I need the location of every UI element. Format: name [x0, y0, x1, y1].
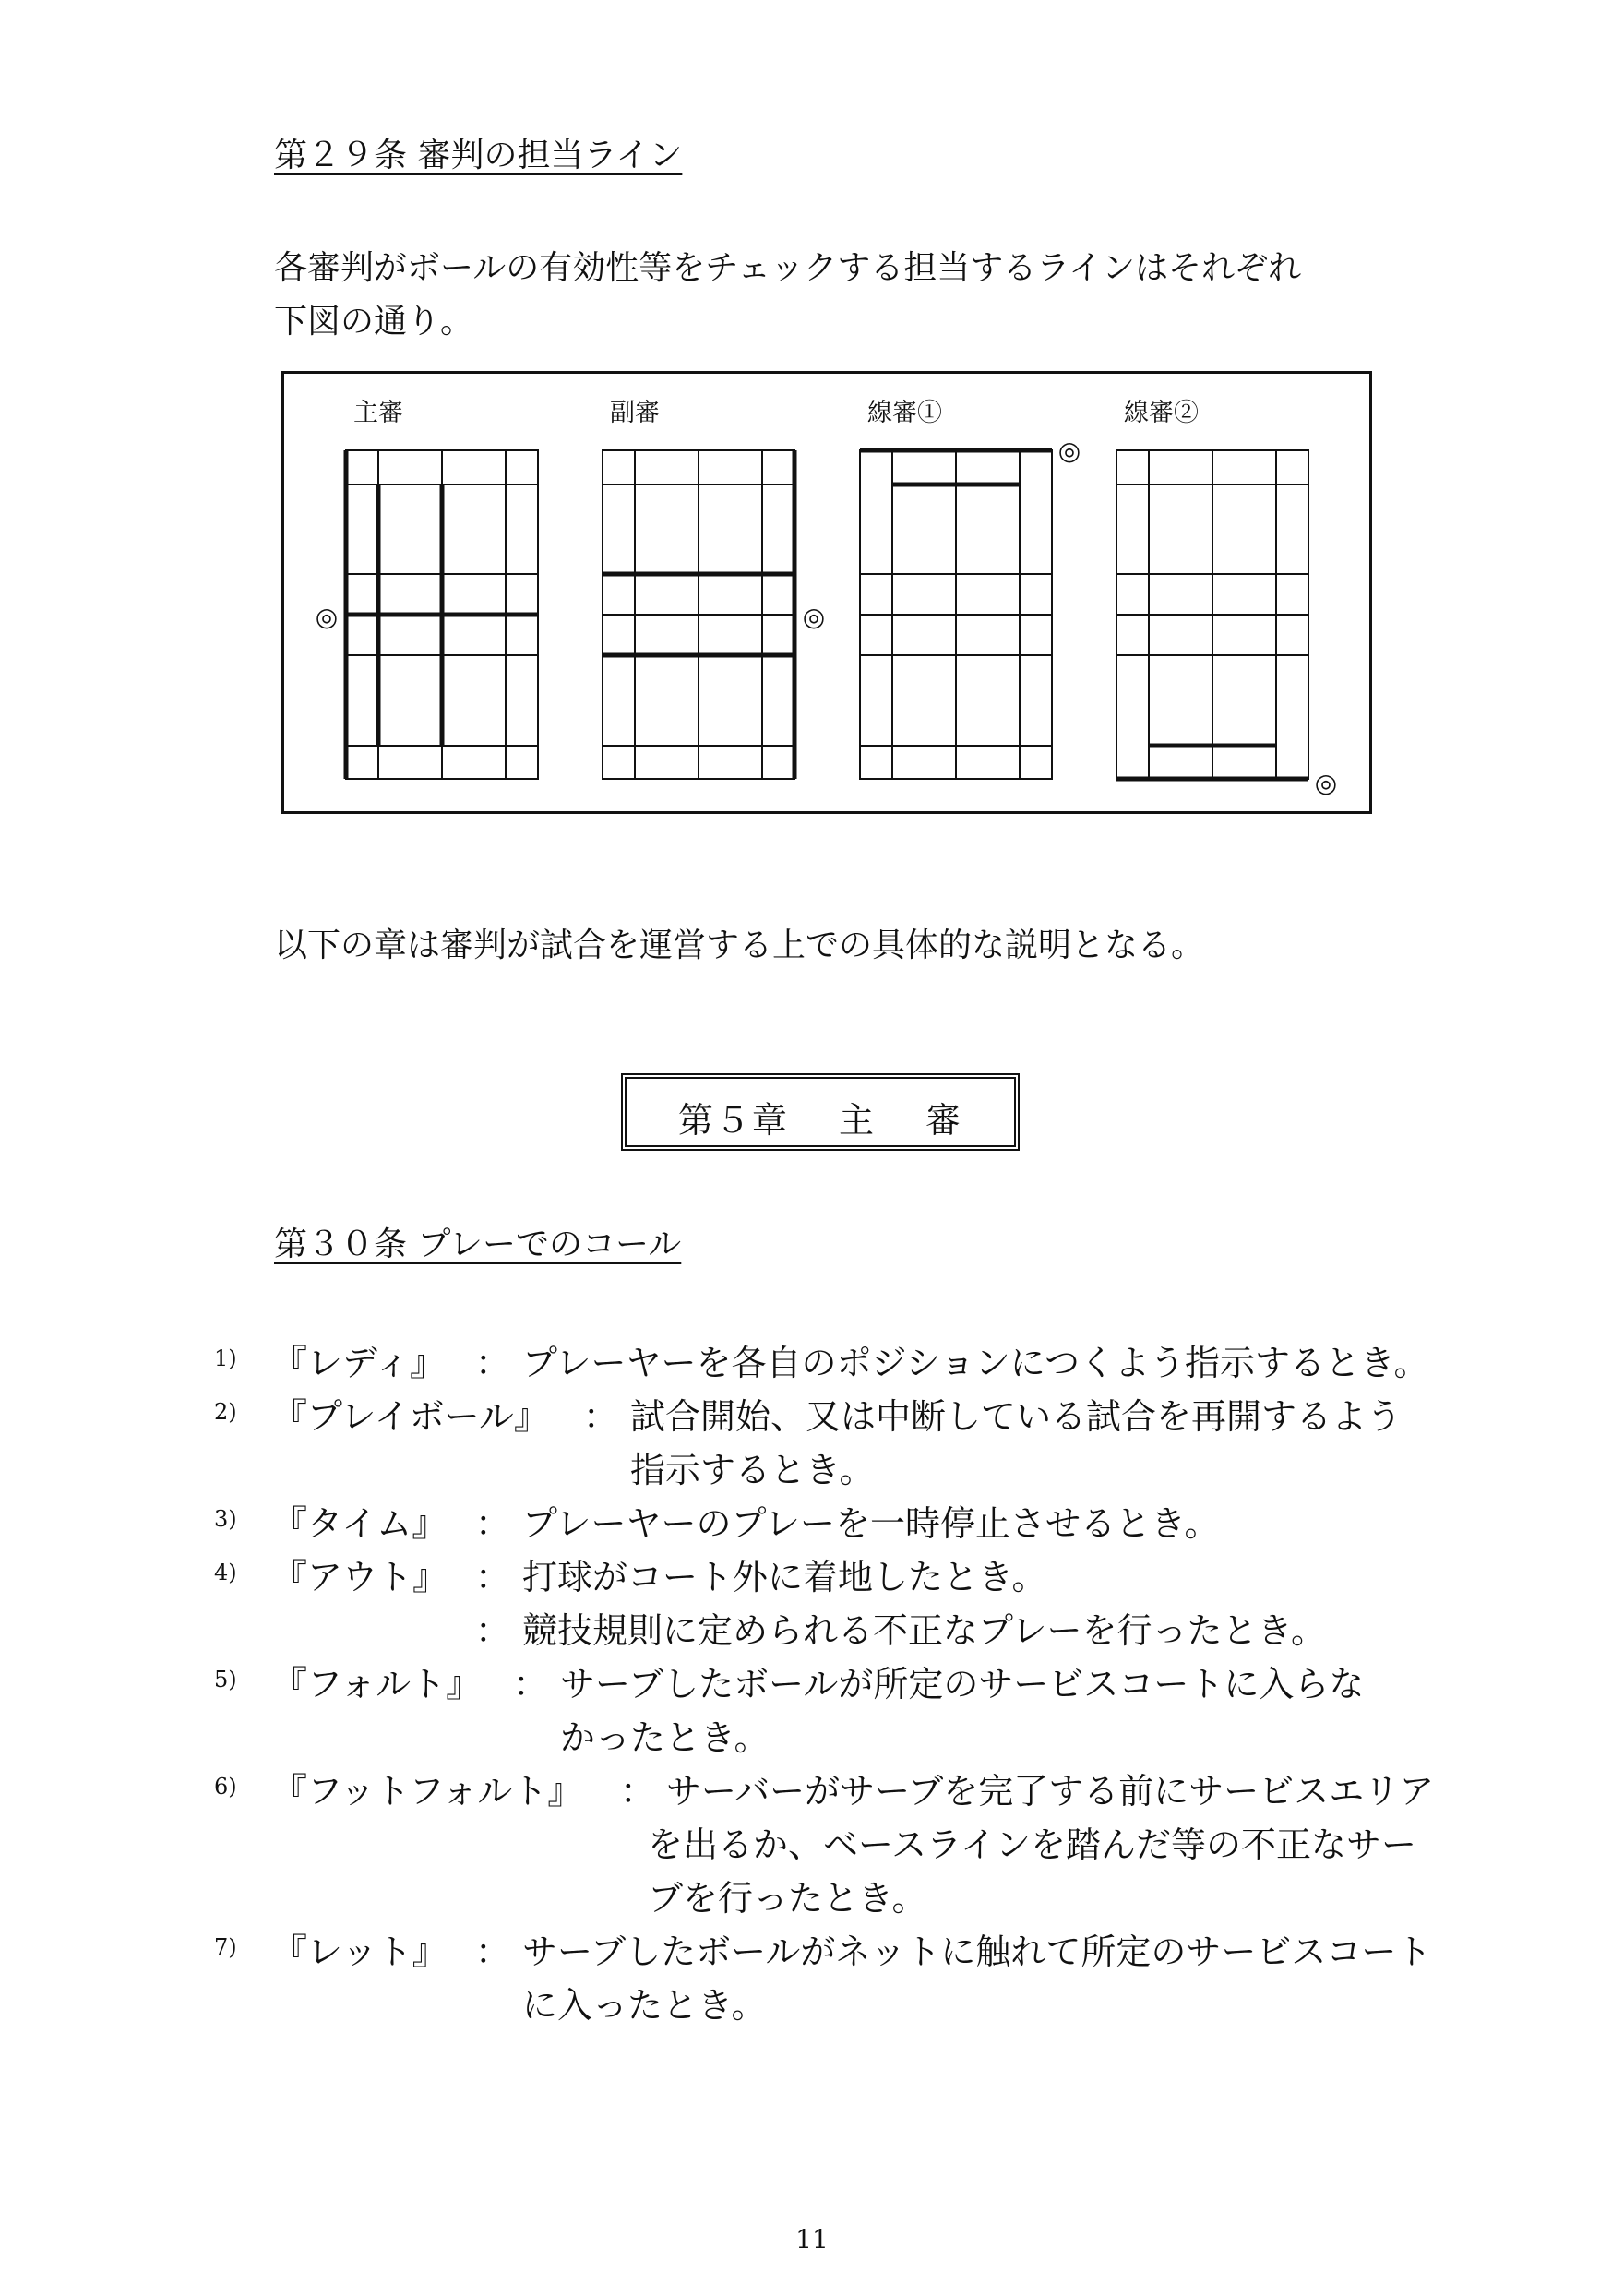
call-number: 7)	[214, 1934, 237, 1960]
court-line-judge-2	[1116, 450, 1308, 779]
court-label-umpire: 主審	[353, 399, 403, 427]
position-mark-line-judge-1: ◎	[1057, 436, 1081, 466]
call-number: 4)	[214, 1560, 237, 1585]
call-term: 『フットフォルト』	[272, 1771, 583, 1812]
article29-heading: 第２９条 審判の担当ライン	[274, 137, 683, 174]
article29-intro-line2: 下図の通り。	[274, 303, 474, 341]
call-colon: ：	[475, 1931, 511, 1972]
call-term: 『フォルト』	[272, 1664, 482, 1704]
call-number: 3)	[214, 1506, 237, 1532]
call-description-cont: に入ったとき。	[522, 1985, 767, 2026]
article30-heading: 第３０条 プレーでのコール	[274, 1226, 682, 1263]
call-colon: ：	[475, 1343, 511, 1383]
call-colon: ：	[475, 1503, 511, 1544]
call-description-cont: を出るか、ベースラインを踏んだ等の不正なサー	[648, 1824, 1416, 1865]
call-term: 『アウト』	[272, 1557, 448, 1597]
call-term: 『レット』	[272, 1931, 448, 1972]
court-label-assistant: 副審	[610, 399, 660, 427]
chapter-title-box	[621, 1073, 1020, 1151]
call-description: サーブしたボールが所定のサービスコートに入らな	[560, 1664, 1365, 1704]
call-colon: ：	[620, 1771, 656, 1812]
position-mark-line-judge-2: ◎	[1314, 768, 1338, 798]
court-line-judge-1	[860, 450, 1052, 779]
call-description: サーバーがサーブを完了する前にサービスエリア	[666, 1771, 1435, 1812]
call-description: サーブしたボールがネットに触れて所定のサービスコート	[522, 1931, 1432, 1972]
call-colon: ：	[513, 1664, 549, 1704]
chapter-title: 第５章 主 審	[677, 1100, 963, 1141]
transition-text: 以下の章は審判が試合を運営する上での具体的な説明となる。	[274, 927, 1205, 964]
call-number: 6)	[214, 1774, 237, 1800]
call-term: 『レディ』	[272, 1343, 445, 1383]
call-term: 『タイム』	[272, 1503, 448, 1544]
position-mark-umpire: ◎	[315, 602, 339, 632]
call-number: 1)	[214, 1345, 237, 1371]
position-mark-assistant: ◎	[802, 602, 826, 632]
court-label-line-judge-1: 線審①	[867, 399, 942, 427]
call-colon: ：	[583, 1396, 619, 1437]
call-description: プレーヤーを各自のポジションにつくよう指示するとき。	[522, 1343, 1429, 1383]
call-description: プレーヤーのプレーを一時停止させるとき。	[522, 1503, 1220, 1544]
call-term: 『プレイボール』	[272, 1396, 549, 1437]
court-assistant	[603, 450, 794, 779]
article29-intro-line1: 各審判がボールの有効性等をチェックする担当するラインはそれぞれ	[274, 249, 1302, 287]
call-description-cont: かったとき。	[560, 1717, 770, 1758]
call-description-cont: ブを行ったとき。	[648, 1878, 927, 1919]
call-number: 5)	[214, 1667, 237, 1692]
court-label-line-judge-2: 線審②	[1124, 399, 1199, 427]
call-number: 2)	[214, 1399, 237, 1425]
call-description-extra: 競技規則に定められる不正なプレーを行ったとき。	[522, 1610, 1326, 1651]
call-description: 試合開始、又は中断している試合を再開するよう	[630, 1396, 1403, 1437]
courts-svg	[0, 0, 1624, 831]
page-number: 11	[795, 2224, 829, 2254]
call-colon: ：	[475, 1610, 511, 1651]
court-umpire	[346, 450, 538, 779]
call-description: 打球がコート外に着地したとき。	[522, 1557, 1047, 1597]
call-description-cont: 指示するとき。	[630, 1450, 875, 1490]
call-colon: ：	[475, 1557, 511, 1597]
